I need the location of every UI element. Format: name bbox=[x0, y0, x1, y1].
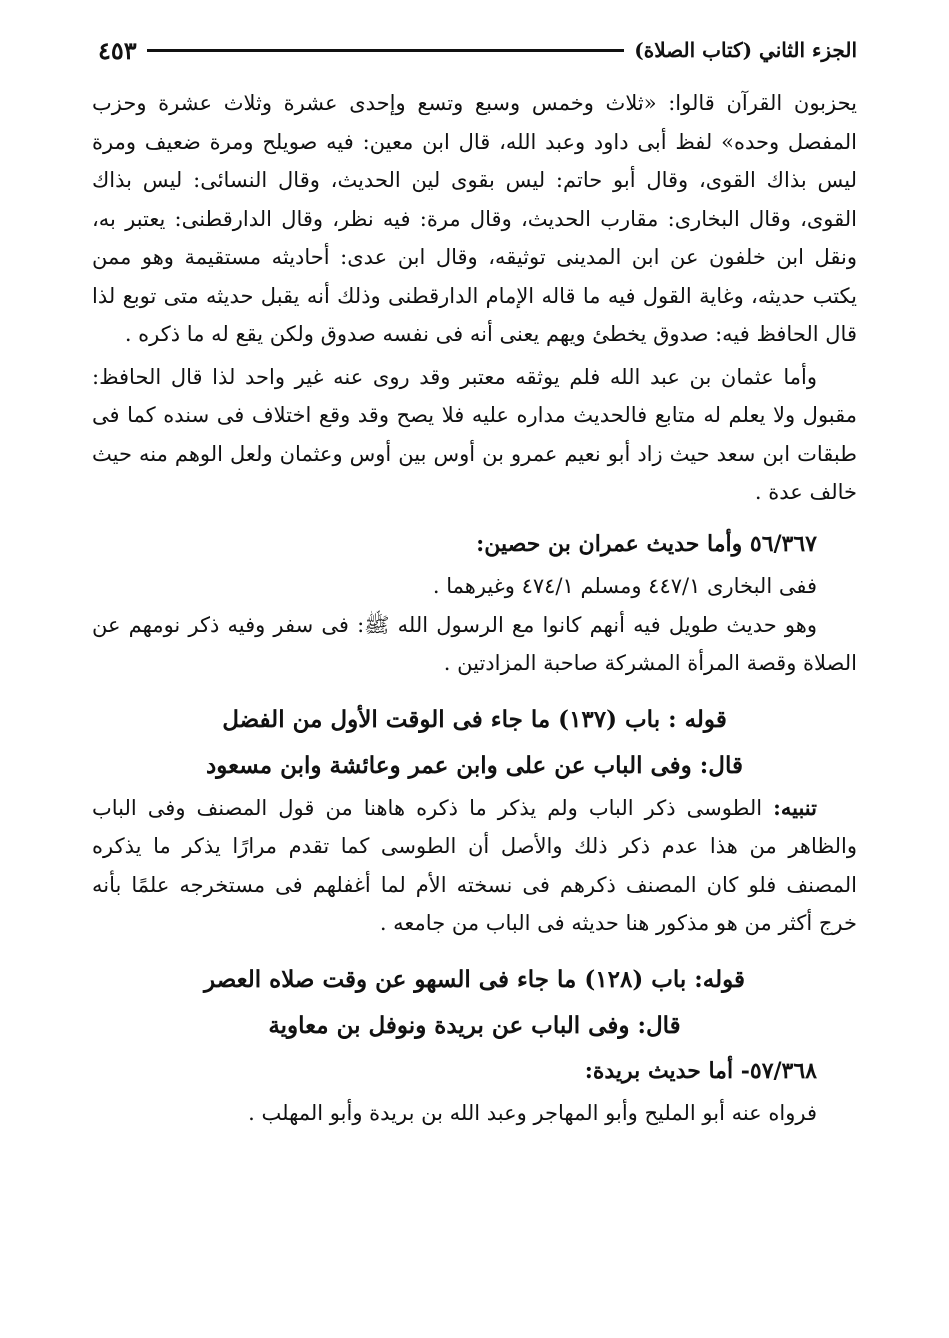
note-label: تنبيه: bbox=[773, 794, 817, 820]
hadith-heading-imran: ٥٦/٣٦٧ وأما حديث عمران بن حصين: bbox=[476, 530, 817, 557]
paragraph-note bbox=[92, 789, 857, 943]
paragraph-uthman: وأما عثمان بن عبد الله فلم يوثقه معتبر وقد روى عنه غير واحد لذا قال الحافظ: مقبول ولا يعلم له متابع فالحديث مداره عليه فلا يصح وقد وقع اختلاف فى سنده كما فى طبقات ابن سعد حيث زاد أبو نعيم عمرو بن أوس بين أوس وعثمان ولعل الوهم منه حيث خالف عدة . bbox=[92, 364, 857, 504]
header-rule bbox=[147, 49, 625, 52]
paragraph-long-hadith: وهو حديث طويل فيه أنهم كانوا مع الرسول الله ﷺ: فى سفر وفيه ذكر نومهم عن الصلاة وقصة المرأة المشركة صاحبة المزادتين . bbox=[92, 612, 857, 675]
page-header bbox=[98, 30, 857, 70]
note-text: الطوسى ذكر الباب ولم يذكر ما ذكره هاهنا من قول المصنف وفى الباب والظاهر من هذا عدم ذكر ذلك والأصل أن الطوسى كما تقدم مرارًا يذكر ما يذكره المصنف فلو كان المصنف ذكرهم فى نسخته الأم لما أغفلهم فى مستخرجه علمًا بأنه خرج أكثر من هو مذكور هنا حديثه فى الباب من جامعه . bbox=[92, 795, 857, 935]
chapter-subheading-128: قال: وفى الباب عن بريدة ونوفل بن معاوية bbox=[268, 1011, 681, 1039]
chapter-heading-128: قوله: باب (١٢٨) ما جاء فى السهو عن وقت صلاه العصر bbox=[204, 965, 745, 993]
paragraph-narrators: يحزبون القرآن قالوا: «ثلاث وخمس وسبع وتسع وإحدى عشرة وثلاث عشرة وحزب المفصل وحده» لفظ أبى داود وعبد الله، قال ابن معين: فيه صويلح ومرة ضعيف ومرة ليس بذاك القوى، وقال أبو حاتم: ليس بقوى لين الحديث، وقال النسائى: ليس بذاك القوى، وقال البخارى: مقارب الحديث، وقال مرة: فيه نظر، وقال الدارقطنى: يعتبر به، ونقل ابن خلفون عن ابن المدينى توثيقه، وقال ابن عدى: أحاديثه مستقيمة وهو ممن يكتب حديثه، وغاية القول فيه ما قاله الإمام الدارقطنى وذلك أنه يقبل حديثه متى توبع لذا قال الحافظ فيه: صدوق يخطئ ويهم يعنى أنه فى نفسه صدوق ولكن يقع له ما ذكره . bbox=[92, 91, 857, 346]
chapter-heading-137: قوله : باب (١٣٧) ما جاء فى الوقت الأول من الفضل bbox=[222, 705, 727, 733]
page-number: ٤٥٣ bbox=[98, 35, 137, 65]
chapter-subheading-137: قال: وفى الباب عن على وابن عمر وعائشة وابن مسعود bbox=[206, 751, 743, 779]
hadith-heading-buraida: ٥٧/٣٦٨- أما حديث بريدة: bbox=[584, 1057, 817, 1084]
reference-bukhari-muslim: ففى البخارى ٤٤٧/١ ومسلم ٤٧٤/١ وغيرهما . bbox=[432, 573, 817, 598]
running-title: الجزء الثاني (كتاب الصلاة) bbox=[634, 38, 857, 62]
paragraph-narrators-buraida: فرواه عنه أبو المليح وأبو المهاجر وعبد الله بن بريدة وأبو المهلب . bbox=[248, 1100, 817, 1125]
page-body bbox=[92, 84, 857, 1133]
spacer bbox=[92, 512, 857, 522]
